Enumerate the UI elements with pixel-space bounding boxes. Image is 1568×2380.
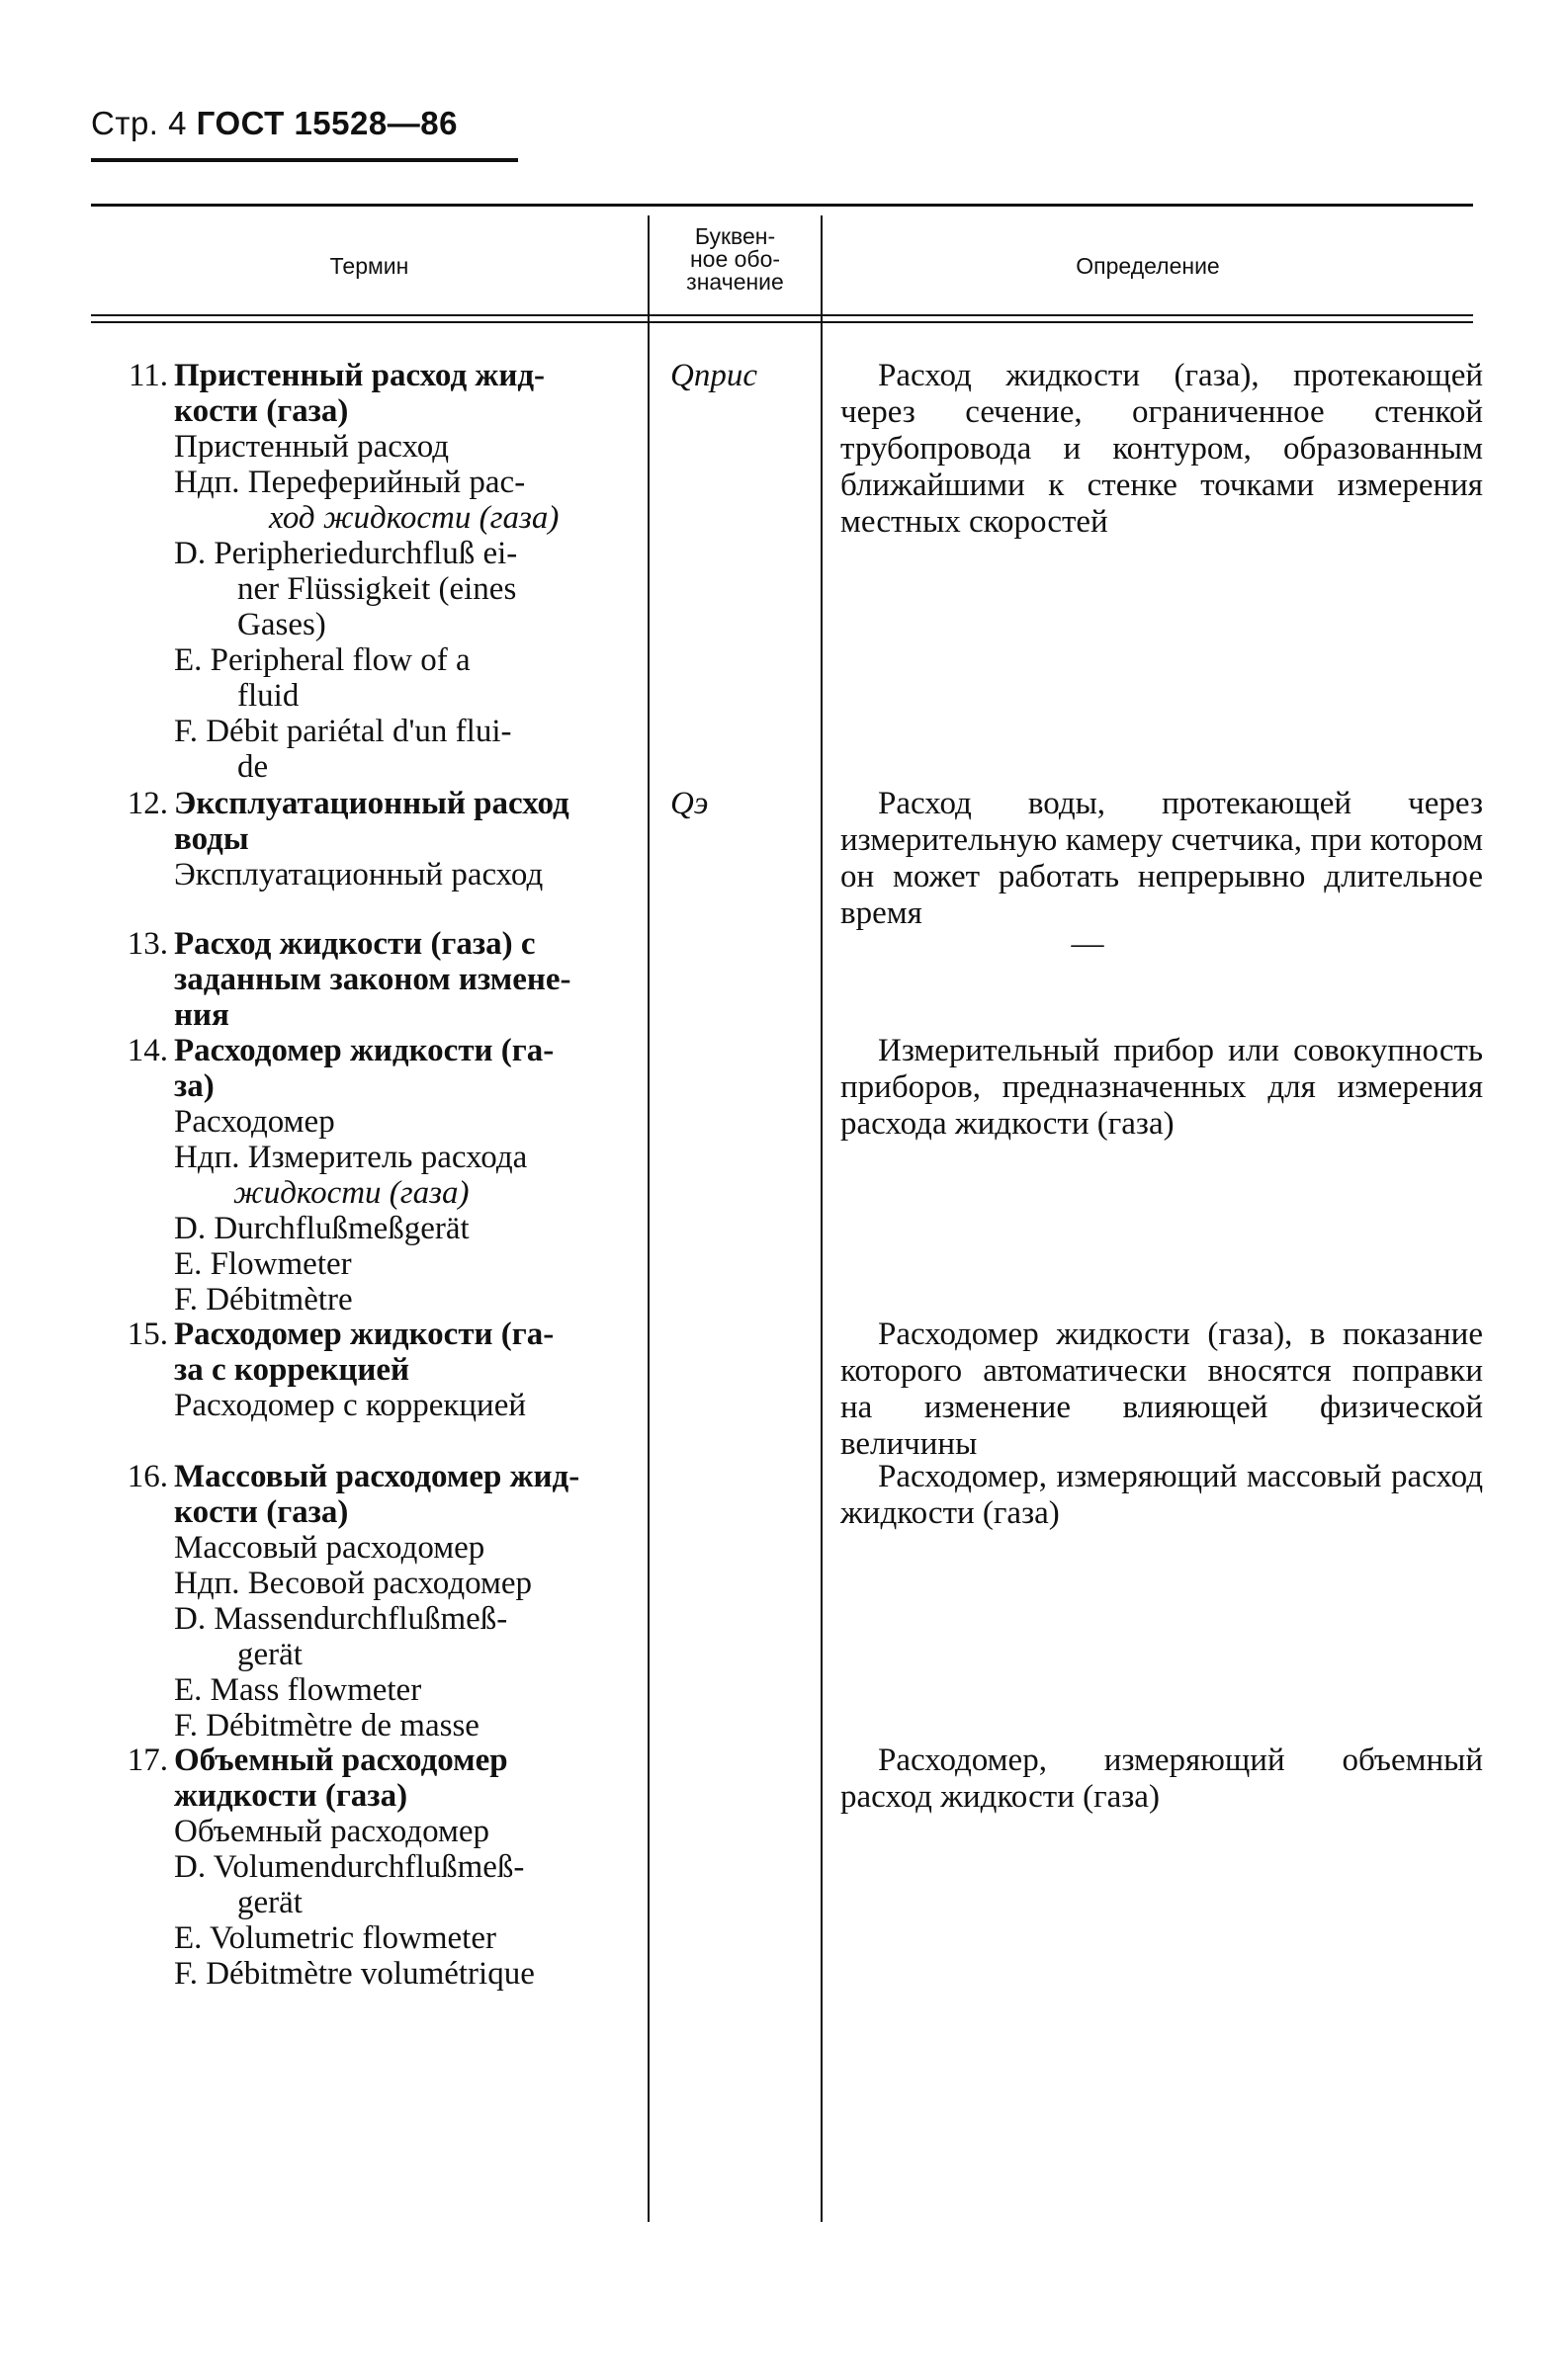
term-number: 13. — [127, 926, 168, 962]
term-line: кости (газа) — [174, 393, 349, 429]
column-header-symbol — [650, 225, 821, 294]
term-number: 17. — [127, 1742, 168, 1778]
term-lines — [174, 1742, 634, 1992]
term-line: Ндп. Измеритель расхода — [174, 1140, 528, 1175]
term-line: воды — [174, 821, 249, 857]
term-line: ход жидкости (газа) — [269, 500, 560, 536]
term-line: D. Peripheriedurchfluß ei- — [174, 536, 518, 571]
term-line: Ндп. Переферийный рас- — [174, 465, 526, 500]
symbol-header-line: Буквен- — [694, 223, 776, 249]
table-row-13-definition: — — [1071, 926, 1104, 962]
term-line: Объемный расходомер — [174, 1814, 489, 1849]
term-line: Расходомер с коррекцией — [174, 1388, 527, 1423]
term-line: заданным законом измене- — [174, 962, 571, 997]
standard-code: ГОСТ 15528—86 — [196, 105, 458, 141]
term-line: Объемный расходомер — [174, 1742, 508, 1778]
header-double-rule-2 — [91, 321, 1473, 323]
term-line: за с коррекцией — [174, 1352, 410, 1388]
term-lines — [174, 786, 634, 892]
term-number: 15. — [127, 1317, 168, 1352]
term-line: Расходомер — [174, 1104, 335, 1140]
term-line: F. Débitmètre — [174, 1282, 353, 1318]
term-number: 16. — [127, 1459, 168, 1494]
term-lines — [174, 358, 634, 785]
term-line: F. Débitmètre volumétrique — [174, 1956, 535, 1992]
term-number: 14. — [127, 1033, 168, 1068]
page-header — [91, 105, 458, 142]
table-row-11-definition: Расход жидкости (газа), протекающей через сечение, ограниченное стенкой трубопровода и контуром, образованным ближайшими к стенке точками измерения местных скоростей — [840, 358, 1483, 540]
term-line: Расход жидкости (газа) с — [174, 926, 536, 962]
term-line: Gases) — [237, 607, 326, 642]
term-line: fluid — [237, 678, 300, 714]
term-lines — [174, 1317, 634, 1423]
term-line: E. Flowmeter — [174, 1246, 352, 1282]
table-row-16-definition: Расходомер, измеряющий массовый расход жидкости (газа) — [840, 1459, 1483, 1531]
term-line: ner Flüssigkeit (eines — [237, 571, 517, 607]
term-line: кости (газа) — [174, 1494, 349, 1530]
term-number: 11. — [128, 358, 168, 393]
term-line: Расходомер жидкости (га- — [174, 1317, 555, 1352]
column-divider-2 — [821, 215, 823, 2222]
table-row-12-definition: Расход воды, протекающей через измерительную камеру счетчика, при котором он может работать непрерывно длительное время — [840, 786, 1483, 931]
term-line: F. Débitmètre de masse — [174, 1708, 479, 1743]
term-line: D. Massendurchflußmeß- — [174, 1601, 508, 1637]
term-line: E. Peripheral flow of a — [174, 642, 471, 678]
term-line: D. Durchflußmeßgerät — [174, 1211, 470, 1246]
table-row-17-definition: Расходомер, измеряющий объемный расход жидкости (газа) — [840, 1742, 1483, 1815]
term-line: E. Volumetric flowmeter — [174, 1920, 496, 1956]
term-line: жидкости (газа) — [233, 1175, 470, 1211]
table-top-rule — [91, 204, 1473, 207]
term-line: Пристенный расход — [174, 429, 450, 465]
term-lines — [174, 926, 634, 1033]
term-line: F. Débit pariétal d'un flui- — [174, 714, 512, 749]
term-lines — [174, 1459, 634, 1743]
column-header-definition: Определение — [1076, 253, 1220, 279]
term-line: жидкости (газа) — [174, 1778, 408, 1814]
header-double-rule-1 — [91, 314, 1473, 316]
term-line: Массовый расходомер — [174, 1530, 485, 1566]
term-line: Эксплуатационный расход — [174, 786, 569, 821]
header-rule — [91, 158, 518, 162]
table-row-14-definition: Измерительный прибор или совокупность приборов, предназначенных для измерения расхода жидкости (газа) — [840, 1033, 1483, 1142]
term-line: E. Mass flowmeter — [174, 1672, 422, 1708]
term-line: de — [237, 749, 269, 785]
column-divider-1 — [648, 215, 650, 2222]
symbol-header-line: ное обо- — [689, 246, 781, 272]
term-line: Ндп. Весовой расходомер — [174, 1566, 533, 1601]
term-lines — [174, 1033, 634, 1318]
term-line: Эксплуатационный расход — [174, 857, 544, 892]
term-line: D. Volumendurchflußmeß- — [174, 1849, 525, 1885]
term-line: gerät — [237, 1637, 303, 1672]
term-line: Расходомер жидкости (га- — [174, 1033, 555, 1068]
term-line: Пристенный расход жид- — [174, 358, 546, 393]
column-header-term: Термин — [329, 253, 409, 279]
page-number: Стр. 4 — [91, 105, 187, 141]
table-row-15-definition: Расходомер жидкости (газа), в показание которого автоматически вносятся поправки на изменение влияющей физической величины — [840, 1317, 1483, 1462]
table-row-11-symbol: Qприс — [670, 358, 757, 393]
term-line: Массовый расходомер жид- — [174, 1459, 580, 1494]
table-row-12-symbol: Qэ — [670, 786, 709, 821]
term-line: ния — [174, 997, 229, 1033]
term-line: за) — [174, 1068, 215, 1104]
term-line: gerät — [237, 1885, 303, 1920]
symbol-header-line: значение — [686, 269, 784, 295]
term-number: 12. — [127, 786, 168, 821]
